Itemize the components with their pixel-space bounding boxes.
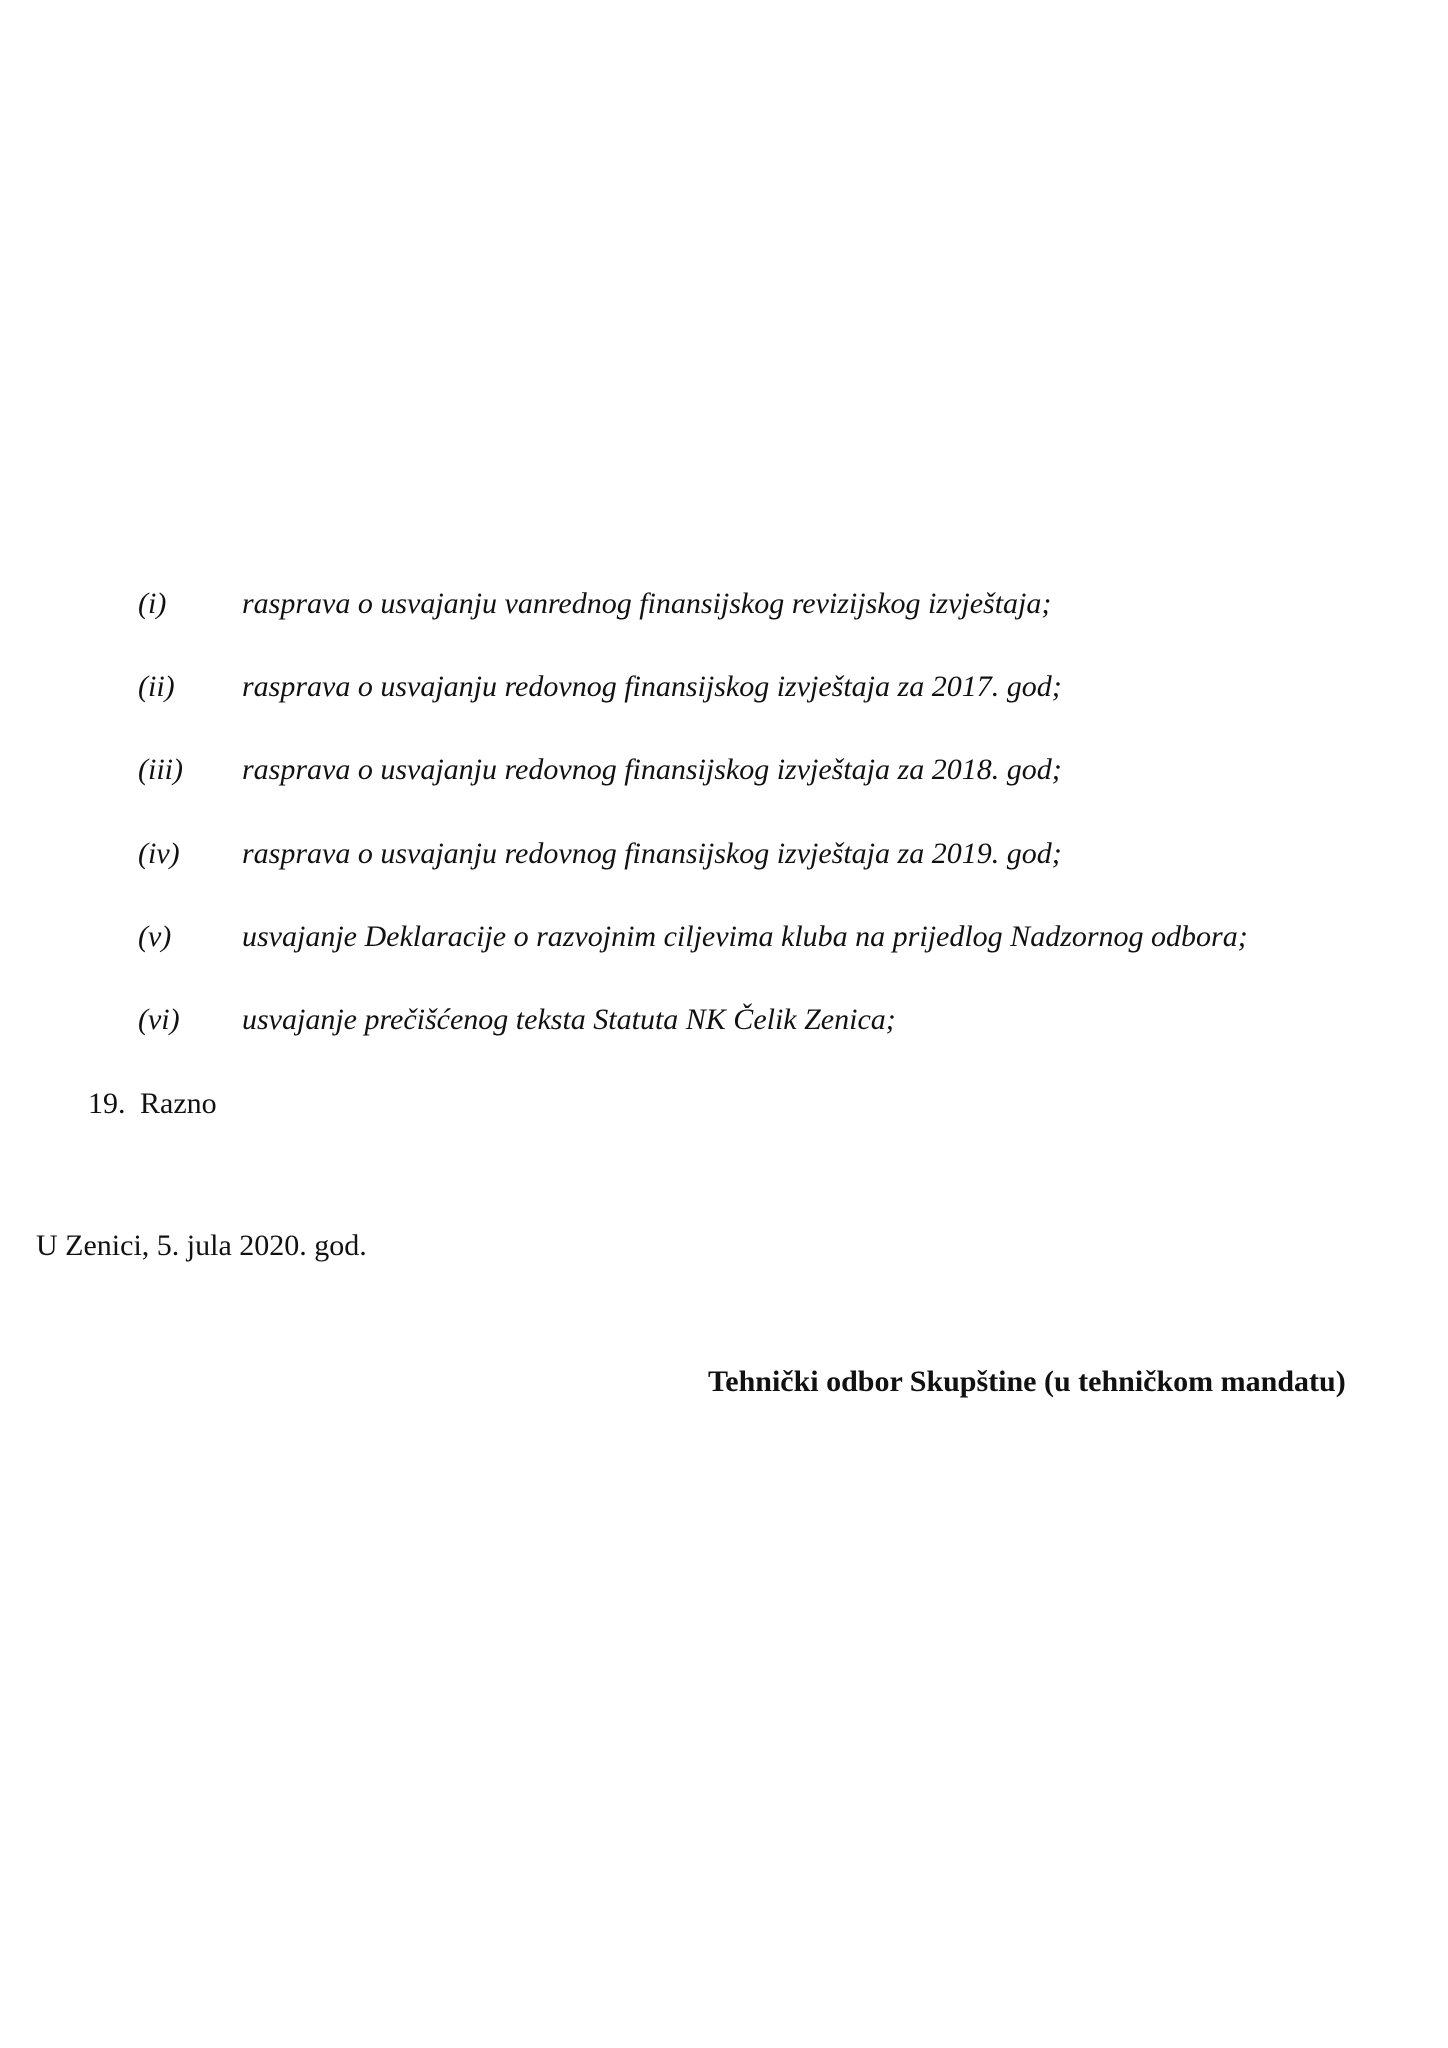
agenda-item-19 bbox=[0, 1084, 1448, 1124]
agenda-subitem bbox=[0, 1000, 1448, 1040]
agenda-subitem bbox=[0, 834, 1448, 874]
subitem-marker: (vi) bbox=[138, 1003, 180, 1036]
subitem-text: rasprava o usvajanju vanrednog finansijskog revizijskog izvještaja; bbox=[242, 587, 1052, 620]
agenda-subitem bbox=[0, 584, 1448, 624]
place-date: U Zenici, 5. jula 2020. god. bbox=[36, 1229, 367, 1262]
subitem-text: usvajanje prečišćenog teksta Statuta NK Čelik Zenica; bbox=[242, 1003, 896, 1036]
subitem-text: rasprava o usvajanju redovnog finansijskog izvještaja za 2019. god; bbox=[242, 837, 1062, 870]
subitem-text: rasprava o usvajanju redovnog finansijskog izvještaja za 2017. god; bbox=[242, 670, 1062, 703]
subitem-marker: (iv) bbox=[138, 837, 180, 870]
subitem-marker: (v) bbox=[138, 920, 172, 953]
subitem-text: usvajanje Deklaracije o razvojnim ciljevima kluba na prijedlog Nadzornog odbora; bbox=[242, 920, 1248, 953]
agenda-subitem bbox=[0, 750, 1448, 790]
signature-block: Tehnički odbor Skupštine (u tehničkom mandatu) bbox=[708, 1365, 1346, 1398]
subitem-text: rasprava o usvajanju redovnog finansijskog izvještaja za 2018. god; bbox=[242, 753, 1062, 786]
item-text: Razno bbox=[140, 1087, 217, 1120]
subitem-marker: (i) bbox=[138, 587, 167, 620]
subitem-marker: (ii) bbox=[138, 670, 175, 703]
item-number: 19. bbox=[88, 1087, 126, 1120]
agenda-subitem bbox=[0, 917, 1448, 957]
subitem-marker: (iii) bbox=[138, 753, 183, 786]
agenda-subitem bbox=[0, 667, 1448, 707]
